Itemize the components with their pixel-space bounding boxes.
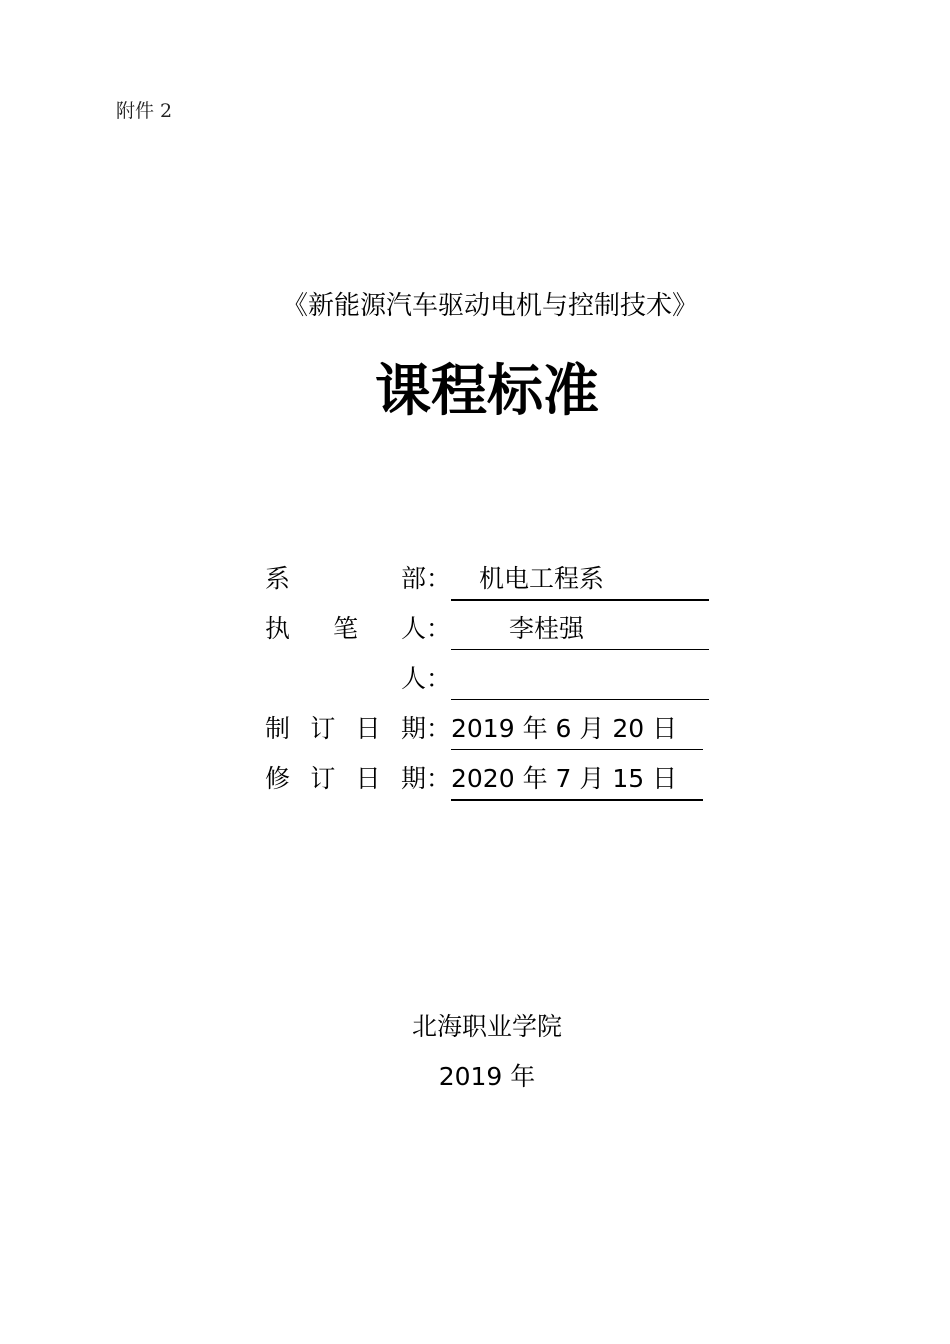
- revised-date-underline: [451, 799, 703, 801]
- department-value: 机电工程系: [479, 564, 605, 593]
- department-label-char: 部：: [400, 564, 451, 593]
- author-value: 李桂强: [509, 614, 585, 643]
- created-date-value: 2019 年 6 月 20 日: [451, 714, 678, 743]
- publication-year: 2019 年: [438, 1062, 536, 1091]
- reviewer-row: [265, 653, 725, 703]
- reviewer-underline: [451, 699, 709, 700]
- author-label-char: 人：: [400, 614, 451, 643]
- course-name: 《新能源汽车驱动电机与控制技术》: [281, 291, 698, 321]
- revised-date-label-char: 订: [310, 764, 336, 793]
- created-date-label-char: 订: [310, 714, 336, 743]
- created-date-label: [265, 711, 451, 747]
- reviewer-label: [265, 661, 451, 697]
- author-row: [265, 603, 725, 653]
- revised-date-label: [265, 761, 451, 797]
- attachment-label: 附件 2: [116, 100, 173, 122]
- revised-date-value: 2020 年 7 月 15 日: [451, 764, 678, 793]
- revised-date-label-char: 日: [355, 764, 381, 793]
- author-label: [265, 611, 451, 647]
- created-date-underline: [451, 749, 703, 750]
- school-name: 北海职业学院: [411, 1012, 562, 1041]
- created-date-label-char: 日: [355, 714, 381, 743]
- document-title: 课程标准: [375, 359, 599, 424]
- department-row: [265, 553, 725, 603]
- revised-date-row: [265, 753, 725, 803]
- created-date-row: [265, 703, 725, 753]
- department-label: [265, 561, 451, 597]
- created-date-label-char: 期：: [400, 714, 451, 743]
- revised-date-label-char: 期：: [400, 764, 451, 793]
- revised-date-label-char: 修: [265, 764, 291, 793]
- author-label-char: 执: [265, 614, 291, 643]
- created-date-label-char: 制: [265, 714, 291, 743]
- department-label-char: 系: [265, 564, 291, 593]
- author-underline: [451, 649, 709, 650]
- reviewer-label-char: 人：: [400, 664, 451, 693]
- author-label-char: 笔: [332, 614, 358, 643]
- department-underline: [451, 599, 709, 601]
